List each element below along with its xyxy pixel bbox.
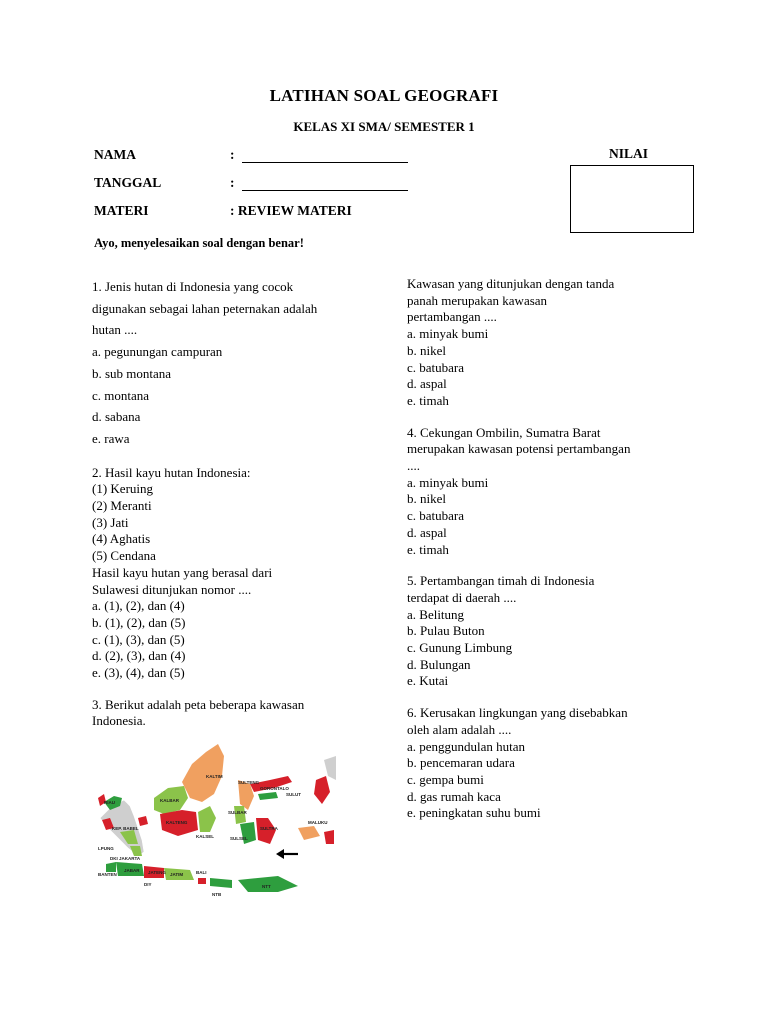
answer-option[interactable]: a. minyak bumi — [407, 474, 489, 490]
answer-option[interactable]: d. Bulungan — [407, 656, 471, 672]
materi-label: MATERI — [94, 203, 149, 218]
nilai-label: NILAI — [609, 146, 649, 161]
answer-option[interactable]: b. (1), (2), dan (5) — [92, 614, 186, 630]
question-line: (5) Cendana — [92, 548, 156, 564]
arrow-icon — [276, 849, 298, 859]
answer-option[interactable]: d. sabana — [92, 409, 141, 425]
map-label-sulut: SULUT — [286, 792, 301, 797]
map-label-bali: BALI — [196, 870, 207, 875]
question-line: 5. Pertambangan timah di Indonesia — [407, 573, 595, 589]
answer-option[interactable]: c. gempa bumi — [407, 771, 484, 787]
question-6 — [407, 705, 697, 822]
question-line: panah merupakan kawasan — [407, 292, 548, 308]
tanggal-colon: : — [230, 175, 235, 190]
left-column — [92, 276, 382, 745]
map-label-jateng: JATENG — [148, 870, 166, 875]
answer-option[interactable]: b. nikel — [407, 491, 446, 507]
map-label-gorontalo: GORONTALO — [260, 786, 289, 791]
answer-option[interactable]: a. minyak bumi — [407, 326, 489, 342]
answer-option[interactable]: d. gas rumah kaca — [407, 788, 501, 804]
question-3-continued — [407, 276, 697, 410]
question-line: (3) Jati — [92, 514, 129, 530]
map-label-diy: DIY — [144, 882, 152, 887]
answer-option[interactable]: d. aspal — [407, 376, 447, 392]
map-region-banten — [106, 862, 116, 872]
tanggal-blank-line[interactable] — [242, 190, 408, 191]
question-1 — [92, 276, 382, 450]
map-label-sulsel: SULSEL — [230, 836, 248, 841]
map-region-maluku — [298, 826, 320, 840]
nama-blank-line[interactable] — [242, 162, 408, 163]
map-label-jatim: JATIM — [170, 872, 184, 877]
answer-option[interactable]: c. montana — [92, 387, 150, 403]
map-region-sulbar — [234, 806, 246, 824]
right-column — [407, 276, 697, 837]
question-line: digunakan sebagai lahan peternakan adalah — [92, 300, 318, 316]
answer-option[interactable]: c. (1), (3), dan (5) — [92, 631, 185, 647]
answer-option[interactable]: b. sub montana — [92, 365, 172, 381]
answer-option[interactable]: e. Kutai — [407, 673, 449, 689]
question-line: terdapat di daerah .... — [407, 589, 517, 605]
map-region-sultra — [256, 818, 276, 844]
instruction-text: Ayo, menyelesaikan soal dengan benar! — [94, 236, 304, 250]
answer-option[interactable]: e. timah — [407, 541, 449, 557]
nama-label: NAMA — [94, 147, 136, 162]
answer-option[interactable]: e. peningkatan suhu bumi — [407, 805, 541, 821]
question-line: (2) Meranti — [92, 498, 152, 514]
map-region-gorontalo — [258, 792, 278, 800]
map-region-babel — [138, 816, 148, 826]
map-region-kaltim — [182, 744, 224, 802]
answer-option[interactable]: c. Gunung Limbung — [407, 640, 513, 656]
answer-option[interactable]: e. rawa — [92, 430, 130, 446]
answer-option[interactable]: d. aspal — [407, 524, 447, 540]
map-label-sulbar: SULBAR — [228, 810, 247, 815]
map-region-maluku-south — [324, 830, 334, 844]
indonesia-map-svg — [98, 740, 336, 900]
nama-colon: : — [230, 147, 235, 162]
question-line: .... — [407, 458, 420, 474]
question-line: (4) Aghatis — [92, 531, 151, 547]
answer-option[interactable]: c. batubara — [407, 508, 465, 524]
map-label-maluku: MALUKU — [308, 820, 328, 825]
question-line: 3. Berikut adalah peta beberapa kawasan — [92, 696, 305, 712]
nilai-box[interactable] — [570, 165, 694, 233]
answer-option[interactable]: b. Pulau Buton — [407, 623, 485, 639]
tanggal-label: TANGGAL — [94, 175, 162, 190]
answer-option[interactable]: b. pencemaran udara — [407, 755, 515, 771]
indonesia-map — [98, 740, 336, 900]
answer-option[interactable]: d. (2), (3), dan (4) — [92, 648, 186, 664]
answer-option[interactable]: e. (3), (4), dan (5) — [92, 665, 185, 681]
map-label-ntt: NTT — [262, 884, 271, 889]
answer-option[interactable]: a. pegunungan campuran — [92, 344, 223, 360]
page-subtitle: KELAS XI SMA/ SEMESTER 1 — [293, 119, 475, 134]
question-line: Hasil kayu hutan yang berasal dari — [92, 564, 273, 580]
map-label-lampung: LPUNG — [98, 846, 114, 851]
answer-option[interactable]: a. (1), (2), dan (4) — [92, 598, 185, 614]
question-2 — [92, 465, 382, 682]
map-region-ntb — [210, 878, 232, 888]
map-label-dkijakarta: DKI JAKARTA — [110, 856, 141, 861]
question-line: hutan .... — [92, 322, 138, 338]
question-line: oleh alam adalah .... — [407, 721, 512, 737]
map-label-banten: BANTEN — [98, 872, 117, 877]
question-line: 1. Jenis hutan di Indonesia yang cocok — [92, 279, 294, 294]
question-line: 6. Kerusakan lingkungan yang disebabkan — [407, 705, 628, 721]
question-line: (1) Keruing — [92, 481, 154, 497]
map-region-bali — [198, 878, 206, 884]
question-3 — [92, 697, 382, 730]
question-line: Sulawesi ditunjukan nomor .... — [92, 581, 252, 597]
map-label-sultra: SULTRA — [260, 826, 278, 831]
map-region-malut — [314, 776, 330, 804]
map-label-kalteng: KALTENG — [166, 820, 188, 825]
question-5 — [407, 573, 697, 690]
answer-option[interactable]: e. timah — [407, 392, 449, 408]
map-label-kalbar: KALBAR — [160, 798, 179, 803]
question-line: Kawasan yang ditunjukan dengan tanda — [407, 276, 615, 291]
map-label-kalsel: KALSEL — [196, 834, 214, 839]
map-label-kaltim: KALTIM — [206, 774, 223, 779]
question-line: 2. Hasil kayu hutan Indonesia: — [92, 464, 251, 480]
question-line: pertambangan .... — [407, 309, 497, 325]
question-line: 4. Cekungan Ombilin, Sumatra Barat — [407, 424, 601, 440]
map-label-sulteng: SULTENG — [238, 780, 260, 785]
question-line: merupakan kawasan potensi pertambangan — [407, 441, 631, 457]
map-label-kepbabel: KEP. BABEL — [112, 826, 139, 831]
answer-option[interactable]: b. nikel — [407, 342, 446, 358]
question-4 — [407, 425, 697, 559]
page-title: LATIHAN SOAL GEOGRAFI — [269, 86, 499, 105]
question-line: Indonesia. — [92, 713, 146, 729]
map-label-ntb: NTB — [212, 892, 222, 897]
materi-value: : REVIEW MATERI — [230, 203, 352, 218]
answer-option[interactable]: a. penggundulan hutan — [407, 738, 526, 754]
map-label-jabar: JABAR — [124, 868, 140, 873]
answer-option[interactable]: a. Belitung — [407, 606, 465, 622]
map-label-riau: RIAU — [104, 800, 115, 805]
answer-option[interactable]: c. batubara — [407, 359, 465, 375]
map-region-kalsel — [198, 806, 216, 832]
